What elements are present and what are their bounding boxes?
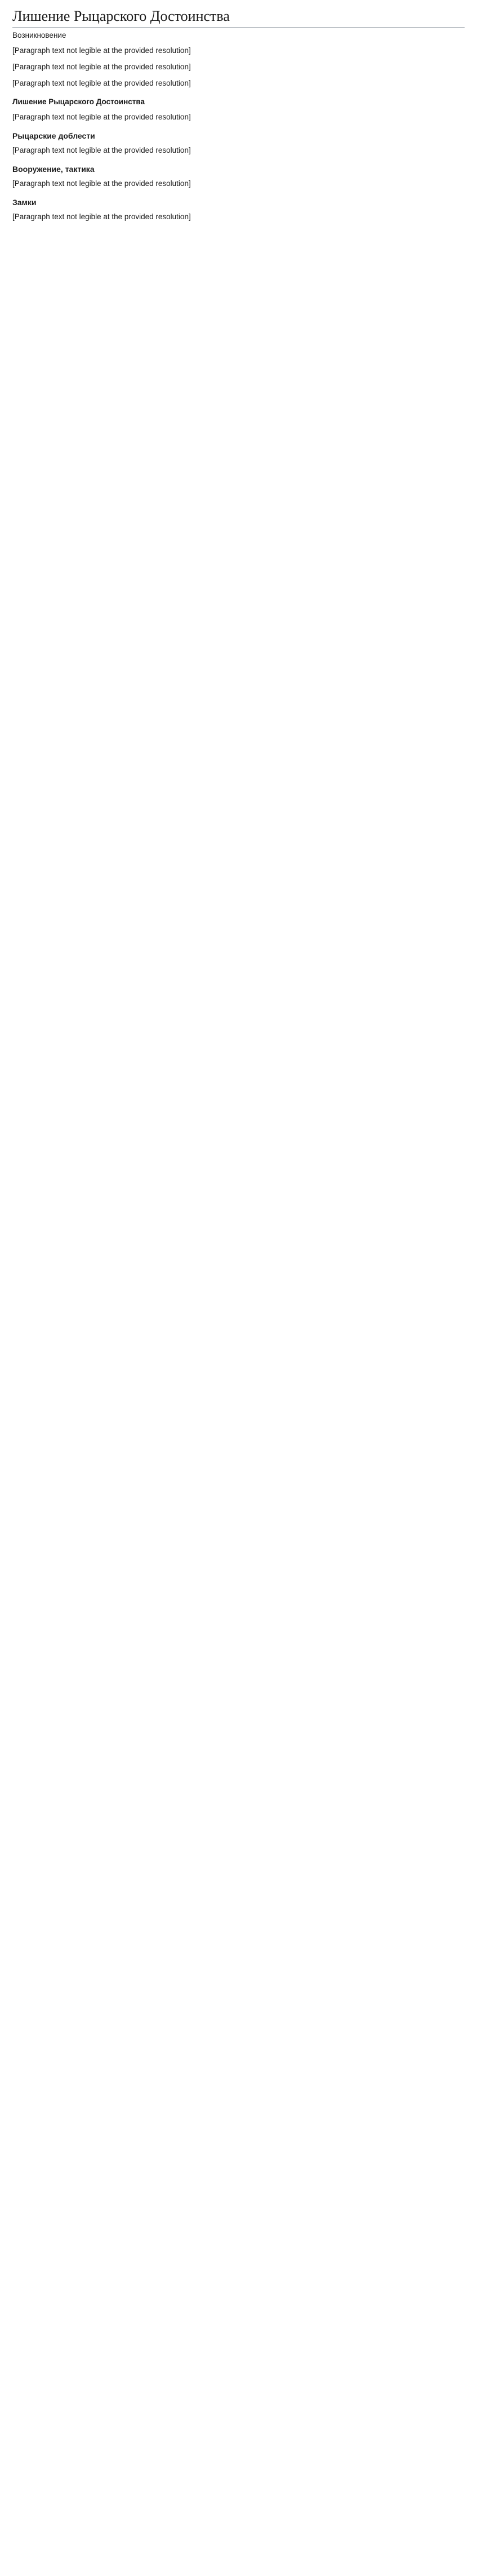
section-armament <box>12 165 465 190</box>
section-virtues <box>12 131 465 157</box>
section-castles <box>12 198 465 223</box>
section-paragraph: [Paragraph text not legible at the provided resolution] <box>12 179 191 188</box>
section-title: Замки <box>12 197 37 207</box>
intro-paragraph: [Paragraph text not legible at the provided resolution] <box>12 62 191 71</box>
section-paragraph: [Paragraph text not legible at the provided resolution] <box>12 212 191 221</box>
page-title: Лишение Рыцарского Достоинства <box>12 8 465 28</box>
intro-heading: Возникновение <box>12 31 66 39</box>
intro-body <box>12 45 465 90</box>
section-deprivation <box>12 97 465 123</box>
intro-paragraph: [Paragraph text not legible at the provided resolution] <box>12 46 191 55</box>
section-title: Рыцарские доблести <box>12 131 95 140</box>
intro-paragraph: [Paragraph text not legible at the provided resolution] <box>12 78 191 87</box>
section-title: Вооружение, тактика <box>12 164 95 174</box>
section-paragraph: [Paragraph text not legible at the provided resolution] <box>12 145 191 154</box>
section-title: Лишение Рыцарского Достоинства <box>12 97 145 106</box>
article-page <box>0 0 477 244</box>
section-paragraph: [Paragraph text not legible at the provided resolution] <box>12 112 191 121</box>
